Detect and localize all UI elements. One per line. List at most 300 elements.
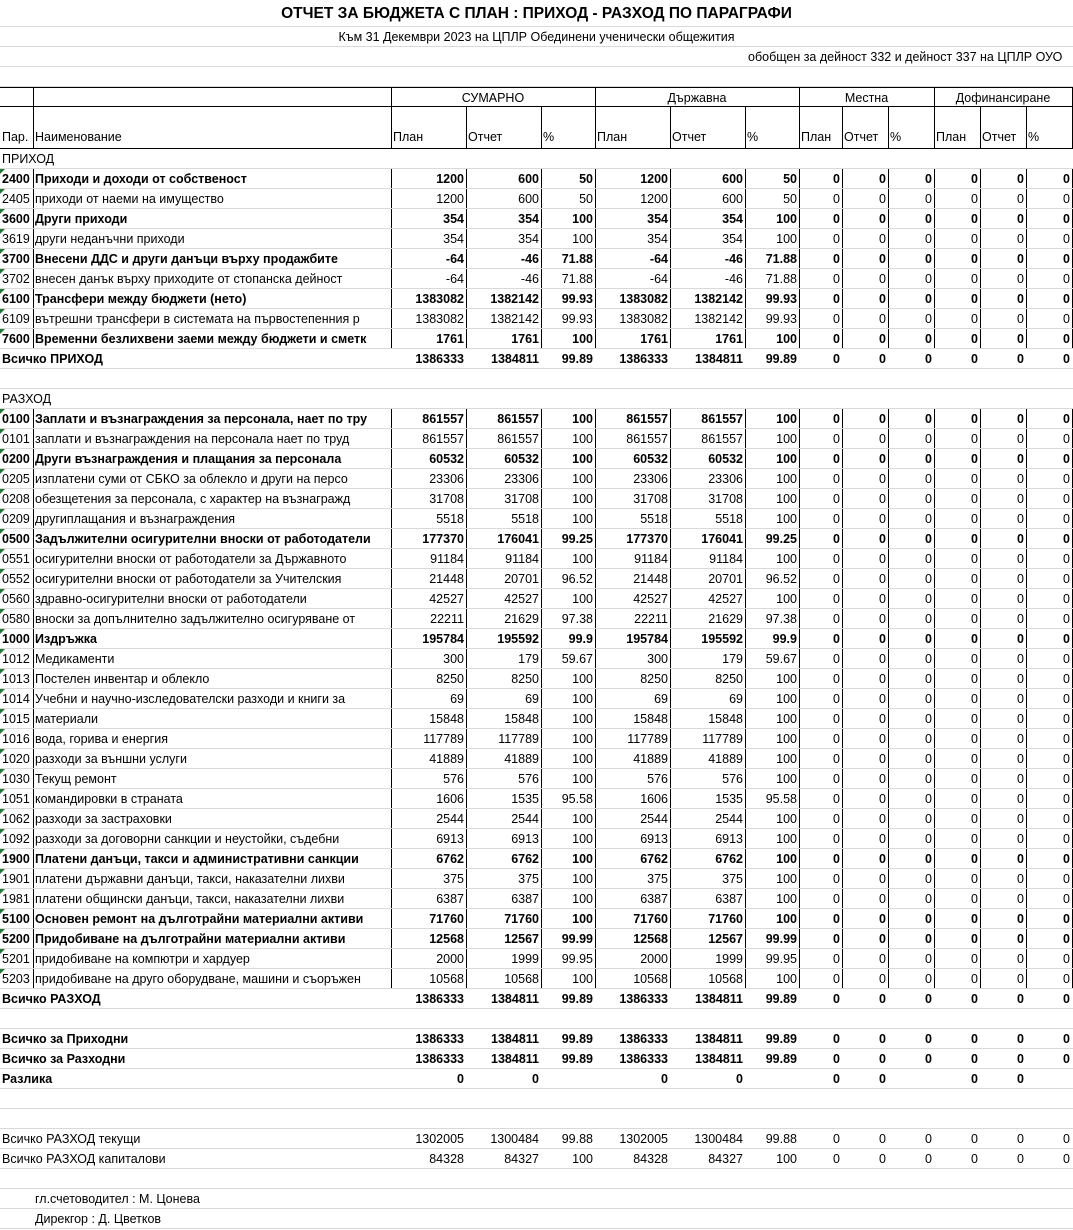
pct-value: 59.67 [561,652,593,666]
pct-value: 0 [1063,332,1070,346]
report-value: 21629 [708,612,743,626]
report-value: 0 [1017,232,1024,246]
pct-value: 100 [572,852,593,866]
pct-value: 0 [1063,452,1070,466]
paragraph-code: 5200 [2,932,30,946]
blank-row [0,1109,1073,1129]
plan-value: 576 [647,772,668,786]
plan-value: 0 [833,292,840,306]
plan-value: 0 [971,592,978,606]
pct-value: 99.89 [765,1052,797,1066]
pct-value: 0 [1063,852,1070,866]
blank-row [0,1169,1073,1189]
report-value: 1384811 [491,1052,539,1066]
pct-value: 100 [572,212,593,226]
pct-value: 99.93 [765,312,797,326]
group-local-header: Местна [844,91,889,105]
report-value: 0 [1017,1132,1024,1146]
pct-value [541,1069,595,1089]
pct-value: 0 [1063,252,1070,266]
plan-value: 861557 [422,432,464,446]
pct-value: 100 [572,432,593,446]
plan-value: 1386333 [415,352,464,366]
report-value: 20701 [504,572,539,586]
pct-value: 0 [1063,712,1070,726]
plan-value: 0 [833,1072,840,1086]
report-value: 0 [879,652,886,666]
report-value: 0 [879,552,886,566]
plan-value: 2000 [640,952,668,966]
plan-value: 42527 [429,592,464,606]
plan-value: 0 [971,832,978,846]
pct-value: 100 [572,512,593,526]
table-row [0,789,1073,809]
table-row [0,769,1073,789]
pct-value: 0 [925,952,932,966]
report-column-header: Отчет [844,130,879,144]
paragraph-name: здравно-осигурителни вноски от работодатели [35,592,307,606]
report-value: 0 [879,572,886,586]
cell-marker-icon [0,429,5,434]
pct-column-header: % [890,130,902,144]
pct-value: 0 [925,352,932,366]
report-value: 0 [532,1072,539,1086]
plan-value: 21448 [429,572,464,586]
plan-value: 0 [971,852,978,866]
pct-value: 0 [1063,872,1070,886]
pct-value: 99.89 [561,1052,593,1066]
pct-value: 99.93 [561,312,593,326]
plan-value: 354 [443,232,464,246]
pct-value: 0 [925,852,932,866]
plan-value: 42527 [633,592,668,606]
paragraph-code: 7600 [2,332,30,346]
par-column-header: Пар. [2,130,29,144]
report-value: -46 [520,252,539,266]
pct-value: 97.38 [561,612,593,626]
pct-value: 0 [925,812,932,826]
plan-value: 0 [833,212,840,226]
report-value: 10568 [708,972,743,986]
pct-value: 99.99 [561,932,593,946]
plan-value: 1606 [640,792,668,806]
plan-value: 31708 [633,492,668,506]
pct-value: 0 [925,452,932,466]
pct-value: 100 [776,592,797,606]
report-value: 1384811 [491,352,539,366]
plan-value: 0 [971,612,978,626]
report-value: 0 [879,1072,886,1086]
plan-value: 0 [833,832,840,846]
report-value: 0 [879,992,886,1006]
pct-value: 99.9 [568,632,593,646]
plan-value: 0 [833,932,840,946]
report-value: 0 [1017,752,1024,766]
report-value: 0 [1017,192,1024,206]
plan-column-header: План [597,130,628,144]
plan-value: 0 [833,652,840,666]
report-value: 42527 [708,592,743,606]
pct-value: 99.89 [765,1032,797,1046]
pct-value: 100 [572,732,593,746]
report-value: 8250 [715,672,743,686]
row-label: Всичко за Приходни [2,1032,129,1046]
pct-value: 0 [925,872,932,886]
paragraph-code: 3600 [2,212,30,226]
paragraph-code: 1016 [2,732,30,746]
pct-value: 0 [1063,1052,1070,1066]
report-value: 1382142 [490,292,539,306]
report-value: 861557 [701,412,743,426]
plan-column-header: План [801,130,832,144]
plan-value: 1200 [436,192,464,206]
report-value: 0 [879,772,886,786]
report-value: 0 [1017,472,1024,486]
row-label: Всичко ПРИХОД [2,352,103,366]
report-value: 0 [1017,912,1024,926]
cell-marker-icon [0,849,5,854]
plan-value: 0 [971,572,978,586]
report-column-header: Отчет [468,130,503,144]
paragraph-name: придобиване на друго оборудване, машини и съоръжен [35,972,361,986]
pct-value: 99.89 [561,1032,593,1046]
plan-value: 6387 [640,892,668,906]
report-value: 0 [1017,312,1024,326]
pct-value: 0 [1063,192,1070,206]
column-header-row [0,107,1073,149]
signature-row [0,1189,1073,1209]
cell-marker-icon [0,329,5,334]
report-value: 0 [879,632,886,646]
paragraph-name: командировки в страната [35,792,183,806]
report-value: 600 [722,192,743,206]
plan-value: 0 [833,1032,840,1046]
cell-marker-icon [0,829,5,834]
report-value: 0 [1017,512,1024,526]
report-value: 1384811 [695,992,743,1006]
report-value: 0 [879,212,886,226]
report-value: 195592 [497,632,539,646]
pct-value: 100 [776,712,797,726]
paragraph-code: 6100 [2,292,30,306]
plan-value: 1302005 [619,1132,668,1146]
pct-value: 0 [925,232,932,246]
pct-value: 0 [925,932,932,946]
plan-value: 84328 [633,1152,668,1166]
table-row [0,349,1073,369]
plan-value: 0 [833,412,840,426]
table-row [0,289,1073,309]
table-row [0,489,1073,509]
report-value: 5518 [715,512,743,526]
report-value: 0 [1017,852,1024,866]
pct-value: 99.93 [561,292,593,306]
report-value: 6913 [715,832,743,846]
pct-value: 100 [776,732,797,746]
plan-value: 6387 [436,892,464,906]
plan-value: 177370 [626,532,668,546]
report-value: 0 [1017,732,1024,746]
paragraph-code: 0500 [2,532,30,546]
paragraph-name: платени държавни данъци, такси, наказателни лихви [35,872,345,886]
table-row [0,169,1073,189]
pct-value: 0 [925,772,932,786]
report-value: 1382142 [490,312,539,326]
plan-value: 1386333 [619,1032,668,1046]
report-value: 861557 [497,412,539,426]
plan-value: 0 [971,492,978,506]
table-row [0,869,1073,889]
report-value: 6387 [511,892,539,906]
plan-value: 0 [971,1052,978,1066]
cell-marker-icon [0,789,5,794]
pct-value: 100 [776,512,797,526]
paragraph-code: 5100 [2,912,30,926]
report-value: 0 [1017,1072,1024,1086]
report-value: 23306 [708,472,743,486]
report-value: 0 [1017,332,1024,346]
plan-value: 0 [833,172,840,186]
report-value: 0 [879,332,886,346]
pct-column-header: % [747,130,759,144]
pct-value: 0 [1063,592,1070,606]
report-value: 0 [879,712,886,726]
report-value: 69 [729,692,743,706]
report-value: -46 [724,272,743,286]
cell-marker-icon [0,469,5,474]
cell-marker-icon [0,289,5,294]
pct-value: 99.95 [765,952,797,966]
report-value: 84327 [708,1152,743,1166]
table-row [0,1049,1073,1069]
pct-value: 0 [1063,512,1070,526]
pct-value: 0 [1063,272,1070,286]
report-value: 0 [879,1032,886,1046]
pct-value: 99.99 [765,932,797,946]
report-value: 0 [879,532,886,546]
pct-value: 99.89 [765,992,797,1006]
plan-value: 31708 [429,492,464,506]
cell-marker-icon [0,529,5,534]
report-note: обобщен за дейност 332 и дейност 337 на ЦПЛР ОУО [748,50,1063,64]
plan-value: 60532 [633,452,668,466]
pct-value: 0 [925,652,932,666]
plan-value: 0 [971,872,978,886]
report-value: 0 [879,872,886,886]
pct-value: 0 [925,892,932,906]
pct-value: 0 [1063,832,1070,846]
pct-value: 0 [1063,1132,1070,1146]
table-row [0,409,1073,429]
pct-value: 99.93 [765,292,797,306]
income-section [0,149,1073,169]
grid-line [33,88,34,106]
plan-value: 1383082 [415,312,464,326]
row-label: Разлика [2,1072,53,1086]
pct-value: 100 [776,332,797,346]
plan-value: 0 [457,1072,464,1086]
report-value: 354 [518,232,539,246]
report-value: 1999 [715,952,743,966]
pct-value: 0 [1063,212,1070,226]
table-row [0,949,1073,969]
paragraph-name: внесен данък върху приходите от стопанска дейност [35,272,343,286]
pct-value: 0 [925,172,932,186]
report-value: 41889 [504,752,539,766]
plan-value: 0 [833,192,840,206]
pct-value: 100 [776,912,797,926]
report-value: 0 [1017,432,1024,446]
report-value: 0 [1017,832,1024,846]
plan-value: 1200 [640,192,668,206]
table-row [0,549,1073,569]
table-row [0,589,1073,609]
paragraph-name: Придобиване на дълготрайни материални активи [35,932,346,946]
cell-marker-icon [0,729,5,734]
paragraph-code: 1051 [2,792,30,806]
pct-value: 0 [1063,352,1070,366]
pct-value: 100 [572,1152,593,1166]
report-value: 0 [879,472,886,486]
report-value: 0 [1017,692,1024,706]
plan-value: 0 [833,632,840,646]
report-value: 600 [518,172,539,186]
report-value: 0 [879,232,886,246]
table-row [0,229,1073,249]
report-value: 0 [879,432,886,446]
paragraph-code: 1062 [2,812,30,826]
report-value: 0 [1017,552,1024,566]
report-value: 0 [1017,1152,1024,1166]
plan-value: 0 [971,512,978,526]
report-value: 0 [879,292,886,306]
pct-value: 0 [925,272,932,286]
plan-value: 0 [971,932,978,946]
cell-marker-icon [0,449,5,454]
table-row [0,989,1073,1009]
plan-value: 1386333 [619,352,668,366]
expense-section-label: РАЗХОД [2,392,52,406]
plan-value: 354 [647,212,668,226]
pct-value: 0 [925,732,932,746]
pct-value: 99.9 [772,632,797,646]
plan-value: 0 [971,1152,978,1166]
report-value: 1535 [511,792,539,806]
report-value: 31708 [708,492,743,506]
pct-value: 100 [572,772,593,786]
pct-value: 100 [776,872,797,886]
plan-value: 0 [971,912,978,926]
report-value: 5518 [511,512,539,526]
paragraph-name: Постелен инвентар и облекло [35,672,210,686]
report-value: 0 [879,512,886,526]
paragraph-code: 0101 [2,432,30,446]
report-value: 1384811 [491,992,539,1006]
pct-value: 100 [776,672,797,686]
pct-value: 0 [925,792,932,806]
report-value: 20701 [708,572,743,586]
table-row [0,269,1073,289]
report-value: 12567 [504,932,539,946]
pct-value: 0 [925,712,932,726]
pct-value: 100 [572,832,593,846]
plan-value: 0 [971,552,978,566]
report-value: 0 [1017,772,1024,786]
plan-column-header: План [936,130,967,144]
pct-value: 99.95 [561,952,593,966]
cell-marker-icon [0,169,5,174]
table-row [0,1069,1073,1089]
subtitle-row [0,27,1073,47]
cell-marker-icon [0,209,5,214]
plan-value: 0 [833,772,840,786]
report-value: 1382142 [694,312,743,326]
plan-value: 0 [833,672,840,686]
plan-value: 0 [833,812,840,826]
pct-value: 0 [1063,912,1070,926]
pct-value: 0 [1063,612,1070,626]
report-value: 0 [1017,712,1024,726]
report-value: 0 [879,252,886,266]
pct-value: 100 [776,552,797,566]
pct-value: 50 [579,172,593,186]
plan-value: 0 [833,532,840,546]
cell-marker-icon [0,189,5,194]
report-value: 0 [1017,1032,1024,1046]
report-value: 0 [879,732,886,746]
paragraph-name: вода, горива и енергия [35,732,168,746]
title-row [0,0,1073,27]
report-value: 0 [1017,532,1024,546]
paragraph-code: 3702 [2,272,30,286]
pct-value: 0 [925,472,932,486]
table-row [0,1149,1073,1169]
plan-value: 0 [833,272,840,286]
pct-value: 99.88 [561,1132,593,1146]
pct-value: 0 [1063,412,1070,426]
plan-value: 0 [833,952,840,966]
pct-value: 99.89 [561,352,593,366]
table-row [0,929,1073,949]
pct-value: 0 [1063,312,1070,326]
plan-value: 0 [833,1052,840,1066]
cell-marker-icon [0,909,5,914]
plan-value: 0 [971,472,978,486]
paragraph-name: Платени данъци, такси и административни санкции [35,852,359,866]
table-row [0,729,1073,749]
plan-value: 2544 [436,812,464,826]
report-value: 0 [879,952,886,966]
table-row [0,529,1073,549]
pct-value: 0 [1063,172,1070,186]
plan-value: 8250 [640,672,668,686]
report-value: 354 [518,212,539,226]
table-row [0,469,1073,489]
pct-value: 0 [925,332,932,346]
report-value: 84327 [504,1152,539,1166]
report-title: ОТЧЕТ ЗА БЮДЖЕТА С ПЛАН : ПРИХОД - РАЗХОД ПО ПАРАГРАФИ [281,5,792,22]
report-value: 375 [518,872,539,886]
table-row [0,669,1073,689]
pct-value: 0 [925,432,932,446]
plan-value: 117789 [423,732,464,746]
report-value: 0 [879,672,886,686]
pct-value: 0 [1063,892,1070,906]
plan-value: 0 [833,732,840,746]
report-value: 71760 [708,912,743,926]
paragraph-code: 1014 [2,692,30,706]
pct-value: 0 [1063,1152,1070,1166]
